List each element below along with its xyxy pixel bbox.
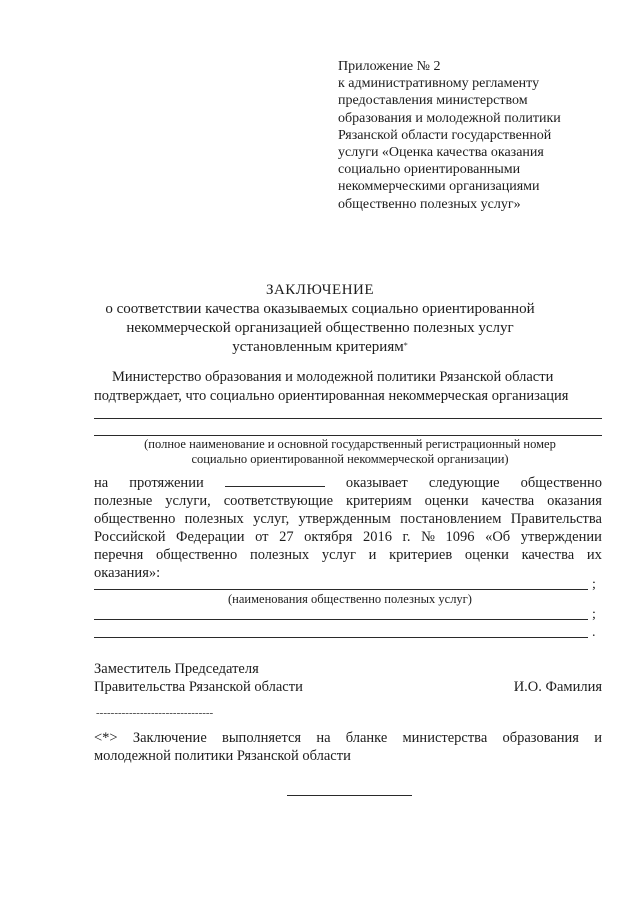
appendix-line: предоставления министерством	[338, 93, 528, 109]
body-word: г.	[402, 529, 411, 545]
signer-name: И.О. Фамилия	[513, 679, 602, 695]
services-blank-line-1	[94, 589, 588, 590]
appendix-line: общественно полезных услуг»	[338, 196, 521, 212]
footnote-marker: *	[403, 341, 408, 350]
services-blank-line-2	[94, 619, 588, 620]
footnote-word: и	[594, 730, 602, 746]
services-line-1-semicolon: ;	[592, 577, 596, 592]
footnote-line-2: молодежной политики Рязанской области	[94, 748, 351, 764]
appendix-line: образования и молодежной политики	[338, 110, 561, 126]
footnote-separator: --------------------------------	[96, 707, 214, 719]
body-word: соответствующие	[223, 493, 334, 509]
body-word: и	[368, 547, 377, 563]
body-word: критериям	[345, 493, 412, 509]
document-title-block	[60, 281, 580, 357]
intro-line-1: Министерство образования и молодежной политики Рязанской области	[112, 369, 554, 385]
signature-block	[94, 660, 602, 696]
footnote-word: образования	[502, 730, 579, 746]
intro-paragraph	[94, 368, 606, 406]
body-word: от	[255, 529, 269, 545]
body-word: на	[94, 475, 109, 491]
signer-position-line-1: Заместитель Председателя	[94, 661, 259, 677]
body-word: услуг	[321, 547, 356, 563]
title-subline-3	[60, 338, 580, 357]
body-word: полезных	[249, 547, 310, 563]
title-subline-3-text: установленным критериям	[232, 339, 404, 355]
body-word: полезные	[94, 493, 153, 509]
org-caption-line-1: (полное наименование и основной государственный регистрационный номер	[144, 437, 556, 451]
appendix-line: некоммерческими организациями	[338, 179, 540, 195]
document-title: ЗАКЛЮЧЕНИЕ	[265, 282, 375, 298]
footnote-word: <*>	[94, 730, 118, 746]
footnote-word: министерства	[402, 730, 488, 746]
body-word: октября	[304, 529, 353, 545]
body-word: оказания	[547, 493, 602, 509]
body-word: критериев	[389, 547, 453, 563]
footnote-paragraph	[94, 729, 602, 765]
body-line-1	[94, 474, 602, 492]
org-name-blank-line-1	[94, 418, 602, 419]
body-word: протяжении	[129, 475, 204, 491]
services-blank-line-3	[94, 637, 588, 638]
body-word: утвержденным	[298, 511, 391, 527]
services-line-2-semicolon: ;	[592, 607, 596, 622]
body-word: оказывает	[345, 475, 408, 491]
appendix-line: Приложение № 2	[338, 59, 441, 74]
body-line-6	[94, 564, 602, 582]
appendix-line: социально ориентированными	[338, 162, 521, 178]
body-word: Российской	[94, 529, 166, 545]
body-word: постановлением	[400, 511, 502, 527]
body-word: полезных	[184, 511, 244, 527]
org-caption	[94, 437, 606, 467]
services-line-3-period: .	[592, 625, 596, 640]
intro-line-2: подтверждает, что социально ориентированная некоммерческая организация	[94, 388, 569, 404]
body-word: качества	[521, 547, 575, 563]
body-word: общественно	[520, 475, 602, 491]
body-word: оценки	[424, 493, 469, 509]
body-word: Федерации	[176, 529, 245, 545]
body-word: оказания»:	[94, 565, 161, 581]
body-word: качества	[481, 493, 535, 509]
body-word: общественно	[155, 547, 238, 563]
body-line-4	[94, 528, 602, 546]
org-name-blank-line-2	[94, 435, 602, 436]
body-word: услуг,	[253, 511, 290, 527]
body-word: 1096	[445, 529, 475, 545]
body-word: 2016	[362, 529, 392, 545]
footnote-word: на	[316, 730, 331, 746]
org-caption-line-2: социально ориентированной некоммерческой организации)	[191, 452, 509, 466]
body-word: услуги,	[165, 493, 211, 509]
appendix-line: к административному регламенту	[338, 76, 540, 92]
body-line-3	[94, 510, 602, 528]
body-word: Правительства	[510, 511, 602, 527]
body-word: общественно	[94, 511, 176, 527]
footnote-word: выполняется	[221, 730, 302, 746]
body-word: №	[421, 529, 435, 545]
body-line-2	[94, 492, 602, 510]
footnote-line-1	[94, 729, 602, 747]
appendix-header	[338, 58, 618, 213]
appendix-line: Рязанской области государственной	[338, 127, 552, 143]
services-caption: (наименования общественно полезных услуг)	[228, 592, 472, 606]
body-word: следующие	[428, 475, 500, 491]
body-word: утверждении	[520, 529, 602, 545]
title-subline-1: о соответствии качества оказываемых социально ориентированной	[105, 301, 535, 317]
footnote-word: бланке	[345, 730, 388, 746]
footnote-word: Заключение	[132, 730, 207, 746]
title-subline-2: некоммерческой организацией общественно полезных услуг	[126, 320, 514, 336]
body-word: 27	[279, 529, 294, 545]
body-word: оценки	[464, 547, 509, 563]
appendix-line: услуги «Оценка качества оказания	[338, 145, 544, 161]
body-paragraph	[94, 474, 602, 582]
closing-rule	[287, 795, 412, 796]
body-line-5	[94, 546, 602, 564]
body-word: перечня	[94, 547, 144, 563]
body-word: их	[586, 547, 602, 563]
signer-position-line-2: Правительства Рязанской области	[94, 679, 303, 695]
period-blank-field	[225, 474, 325, 487]
body-word: «Об	[485, 529, 511, 545]
